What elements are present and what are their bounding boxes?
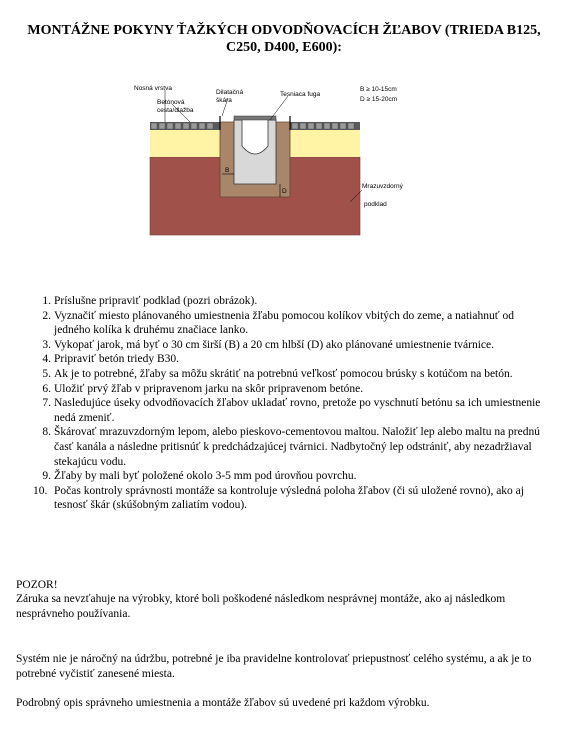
- step-text: Nasledujúce úseky odvodňovacích žľabov ukladať rovno, pretože po vyschnutí betónu sa ich umiestnenie nedá zmeniť.: [54, 397, 541, 424]
- step-number: 3.: [42, 338, 51, 351]
- frost-resistant-subgrade-label: Mrazuvzdorný: [362, 183, 403, 190]
- step-text: Ak je to potrebné, žľaby sa môžu skrátiť na potrebnú veľkosť pomocou brúsky s kotúčom na betón.: [54, 367, 513, 380]
- installation-steps-list: [33, 294, 546, 513]
- d-marker: D: [282, 188, 287, 195]
- warning-heading: POZOR!: [16, 579, 58, 591]
- frost-resistant-subgrade-label-2: podklad: [364, 201, 387, 208]
- load-bearing-layer-label: Nosná vrstva: [134, 85, 172, 92]
- step-text: Počas kontroly správnosti montáže sa kontroluje výsledná poloha žľabov (či sú uložené rovno), ako aj tesnosť škár (skúšobným zaliatím vodou).: [54, 484, 524, 512]
- step-item: [36, 425, 546, 469]
- step-number: 7.: [42, 397, 51, 410]
- step-item: [36, 367, 546, 382]
- step-item: [36, 294, 546, 309]
- step-item: [36, 309, 546, 338]
- b-marker: B: [225, 167, 230, 174]
- footer-text: Podrobný opis správneho umiestnenia a montáže žľabov sú uvedené pri každom výrobku.: [16, 697, 430, 709]
- step-number: 2.: [42, 309, 51, 322]
- step-item: [36, 338, 546, 353]
- expansion-joint-label: Dilatačná: [216, 89, 244, 96]
- concrete-road-label: Betónová: [157, 99, 185, 106]
- step-item: [33, 484, 546, 513]
- step-item: [36, 352, 546, 367]
- step-text: Pripraviť betón triedy B30.: [54, 353, 180, 366]
- maintenance-text: Systém nie je náročný na údržbu, potrebné je iba pravidelne kontrolovať priepustnosť celého systému, a ak je to potrebné vyčistiť zanesené miesta.: [16, 653, 532, 680]
- expansion-joint-label-2: škára: [216, 97, 232, 104]
- page-title: MONTÁŽNE POKYNY ŤAŽKÝCH ODVODŇOVACÍCH ŽĽABOV (TRIEDA B125, C250, D400, E600):: [27, 23, 541, 55]
- step-number: 5.: [42, 367, 51, 380]
- step-text: Žľaby by mali byť položené okolo 3-5 mm pod úrovňou povrchu.: [54, 470, 357, 483]
- step-number: 10.: [33, 484, 48, 497]
- b-dimension-label: B ≥ 10-15cm: [360, 86, 397, 93]
- sand-layer-left: [150, 130, 220, 157]
- step-number: 1.: [42, 295, 51, 307]
- sand-layer-right: [290, 130, 360, 157]
- step-text: Uložiť prvý žľab v pripravenom jarku na skôr pripravenom betóne.: [54, 382, 364, 395]
- step-item: [36, 396, 546, 425]
- channel-grate: [234, 116, 276, 120]
- concrete-road-label-2: cesta/dlažba: [157, 107, 194, 114]
- step-number: 9.: [42, 470, 51, 483]
- warning-text: Záruka sa nevzťahuje na výrobky, ktoré boli poškodené následkom nesprávnej montáže, ako aj následkom nesprávneho používania.: [16, 593, 506, 620]
- step-text: Škárovať mrazuvzdorným lepom, alebo pieskovo-cementovou maltou. Naložiť lep alebo maltu na prednú časť kanála a následne pritisnúť k predchádzajúcej tvárnici. Nadbytočný lep odstrániť, aby nezadržiaval stekajúcu vodu.: [54, 426, 540, 468]
- step-number: 8.: [42, 426, 51, 439]
- step-text: Príslušne pripraviť podklad (pozri obrázok).: [54, 295, 258, 307]
- sealing-joint-label: Tesniaca fuga: [280, 91, 321, 98]
- d-dimension-label: D ≥ 15-20cm: [360, 96, 398, 103]
- step-number: 4.: [42, 353, 51, 366]
- step-text: Vyznačiť miesto plánovaného umiestnenia žľabu pomocou kolíkov vbitých do zeme, a natiahnuť od jedného kolíka k druhému značiace lanko.: [54, 309, 515, 337]
- step-number: 6.: [42, 382, 51, 395]
- step-item: [36, 469, 546, 484]
- step-text: Vykopať jarok, má byť o 30 cm širší (B) a 20 cm hlbší (D) ako plánované umiestnenie tvárnice.: [54, 338, 495, 351]
- step-item: [36, 382, 546, 397]
- installation-cross-section-diagram: [130, 82, 430, 237]
